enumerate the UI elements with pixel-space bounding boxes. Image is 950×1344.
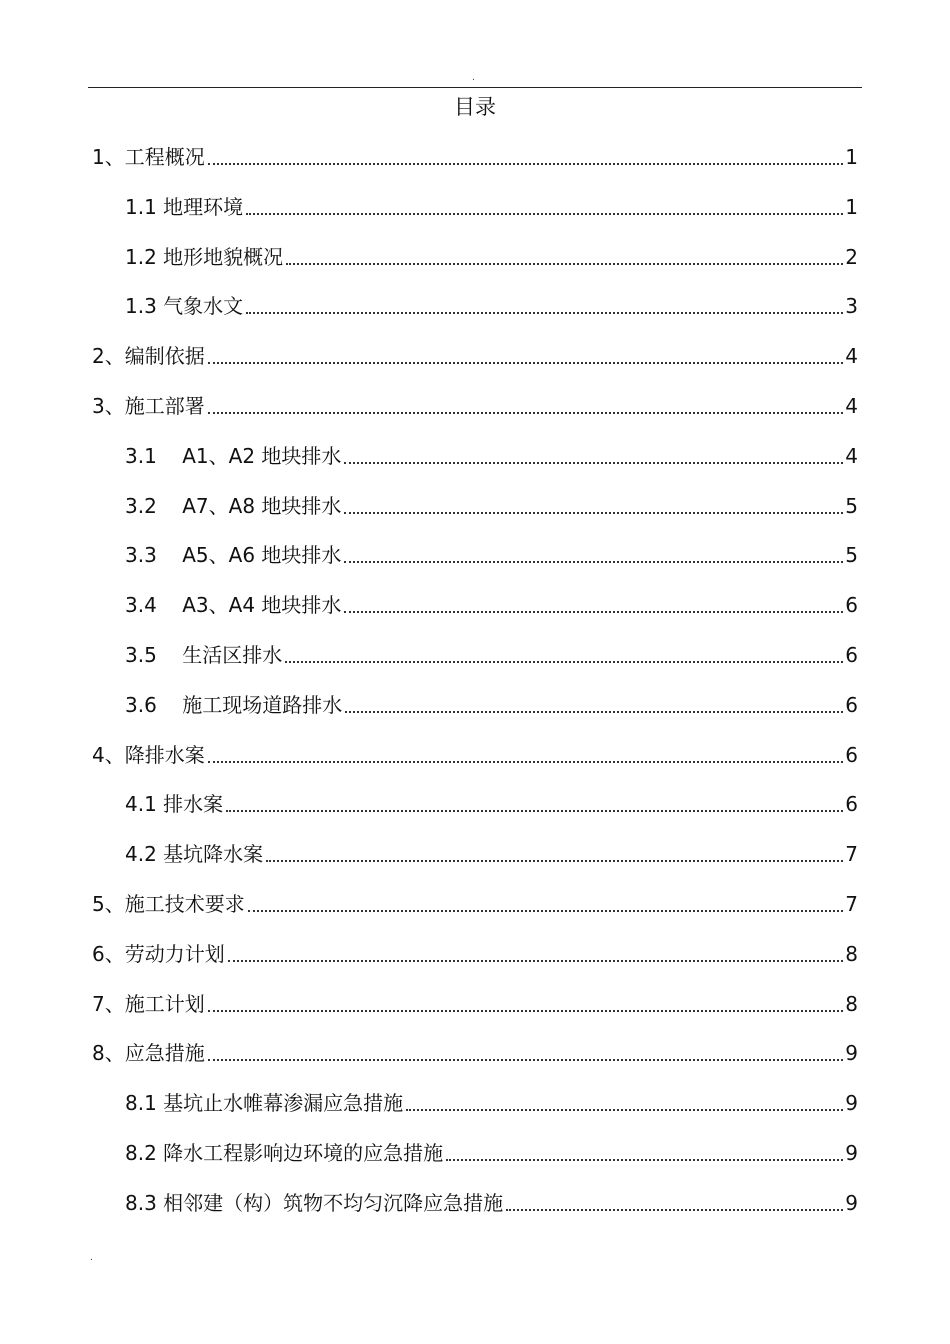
toc-entry-label: 2、编制依据 xyxy=(92,344,205,368)
toc-dot-leader xyxy=(344,512,843,514)
toc-entry-page-number: 6 xyxy=(845,693,858,717)
toc-entry-label: 1.3 气象水文 xyxy=(125,294,244,318)
toc-entry[interactable] xyxy=(125,640,858,670)
toc-entry-label: 8.1 基坑止水帷幕渗漏应急措施 xyxy=(125,1091,404,1115)
toc-entry-page-number: 9 xyxy=(845,1191,858,1215)
toc-dot-leader xyxy=(248,910,844,912)
toc-entry-label: 5、施工技术要求 xyxy=(92,892,245,916)
toc-dot-leader xyxy=(446,1159,843,1161)
toc-entry[interactable] xyxy=(125,441,858,471)
toc-entry-page-number: 1 xyxy=(845,145,858,169)
toc-entry[interactable] xyxy=(92,740,858,770)
toc-entry-label: 1.1 地理环境 xyxy=(125,195,244,219)
toc-dot-leader xyxy=(208,412,844,414)
toc-entry-label: 3.5 生活区排水 xyxy=(125,643,283,667)
toc-entry-label: 1、工程概况 xyxy=(92,145,205,169)
footer-mark: . xyxy=(90,1253,93,1263)
toc-dot-leader xyxy=(208,362,844,364)
toc-entry[interactable] xyxy=(125,491,858,521)
toc-dot-leader xyxy=(286,263,843,265)
toc-dot-leader xyxy=(246,312,843,314)
toc-entry-page-number: 7 xyxy=(845,842,858,866)
toc-dot-leader xyxy=(344,611,843,613)
toc-entry-page-number: 4 xyxy=(845,344,858,368)
toc-entry-label: 4.1 排水案 xyxy=(125,792,224,816)
toc-entry[interactable] xyxy=(92,939,858,969)
toc-entry-label: 3.3 A5、A6 地块排水 xyxy=(125,543,342,567)
toc-dot-leader xyxy=(345,711,843,713)
toc-entry[interactable] xyxy=(92,341,858,371)
toc-entry[interactable] xyxy=(125,540,858,570)
toc-entry-page-number: 6 xyxy=(845,743,858,767)
toc-entry-page-number: 6 xyxy=(845,643,858,667)
toc-entry[interactable] xyxy=(125,1188,858,1218)
toc-entry-label: 1.2 地形地貌概况 xyxy=(125,245,284,269)
toc-entry-page-number: 6 xyxy=(845,593,858,617)
toc-dot-leader xyxy=(266,860,843,862)
toc-entry-page-number: 9 xyxy=(845,1091,858,1115)
toc-entry-page-number: 8 xyxy=(845,992,858,1016)
toc-dot-leader xyxy=(285,661,843,663)
toc-entry-page-number: 4 xyxy=(845,444,858,468)
toc-entry[interactable] xyxy=(125,839,858,869)
toc-entry-page-number: 9 xyxy=(845,1041,858,1065)
toc-entry[interactable] xyxy=(125,690,858,720)
header-rule xyxy=(88,87,862,88)
toc-dot-leader xyxy=(506,1209,843,1211)
toc-title: 目录 xyxy=(454,95,496,119)
toc-entry[interactable] xyxy=(125,291,858,321)
toc-entry-label: 6、劳动力计划 xyxy=(92,942,225,966)
toc-entry[interactable] xyxy=(125,242,858,272)
toc-entry-label: 3.6 施工现场道路排水 xyxy=(125,693,343,717)
toc-entry-page-number: 4 xyxy=(845,394,858,418)
toc-entry-page-number: 1 xyxy=(845,195,858,219)
toc-dot-leader xyxy=(246,213,843,215)
toc-entry-label: 3.4 A3、A4 地块排水 xyxy=(125,593,342,617)
toc-entry-page-number: 3 xyxy=(845,294,858,318)
toc-entry-label: 4.2 基坑降水案 xyxy=(125,842,264,866)
toc-entry[interactable] xyxy=(92,391,858,421)
toc-entry-label: 8.2 降水工程影响边环境的应急措施 xyxy=(125,1141,444,1165)
header-mark: . xyxy=(472,73,475,83)
toc-dot-leader xyxy=(208,163,844,165)
toc-entry[interactable] xyxy=(125,1138,858,1168)
toc-entry[interactable] xyxy=(92,889,858,919)
toc-entry-page-number: 8 xyxy=(845,942,858,966)
toc-entry-page-number: 2 xyxy=(845,245,858,269)
toc-entry[interactable] xyxy=(125,1088,858,1118)
toc-dot-leader xyxy=(208,1059,844,1061)
toc-entry[interactable] xyxy=(125,789,858,819)
toc-entry-page-number: 5 xyxy=(845,494,858,518)
toc-entry-page-number: 9 xyxy=(845,1141,858,1165)
toc-entry[interactable] xyxy=(92,1038,858,1068)
toc-dot-leader xyxy=(406,1109,843,1111)
toc-entry-page-number: 6 xyxy=(845,792,858,816)
toc-dot-leader xyxy=(226,810,843,812)
toc-entry-label: 3.1 A1、A2 地块排水 xyxy=(125,444,342,468)
toc-entry-page-number: 7 xyxy=(845,892,858,916)
toc-entry-label: 3.2 A7、A8 地块排水 xyxy=(125,494,342,518)
toc-dot-leader xyxy=(208,1010,844,1012)
toc-entry[interactable] xyxy=(125,192,858,222)
toc-dot-leader xyxy=(344,462,843,464)
toc-entry[interactable] xyxy=(92,989,858,1019)
toc-entry[interactable] xyxy=(92,142,858,172)
toc-entry-label: 7、施工计划 xyxy=(92,992,205,1016)
toc-entry-page-number: 5 xyxy=(845,543,858,567)
toc-entry[interactable] xyxy=(125,590,858,620)
toc-dot-leader xyxy=(228,960,844,962)
toc-entry-label: 3、施工部署 xyxy=(92,394,205,418)
toc-dot-leader xyxy=(208,761,844,763)
toc-entry-label: 4、降排水案 xyxy=(92,743,205,767)
toc-entry-label: 8、应急措施 xyxy=(92,1041,205,1065)
toc-dot-leader xyxy=(344,561,843,563)
toc-entry-label: 8.3 相邻建（构）筑物不均匀沉降应急措施 xyxy=(125,1191,504,1215)
